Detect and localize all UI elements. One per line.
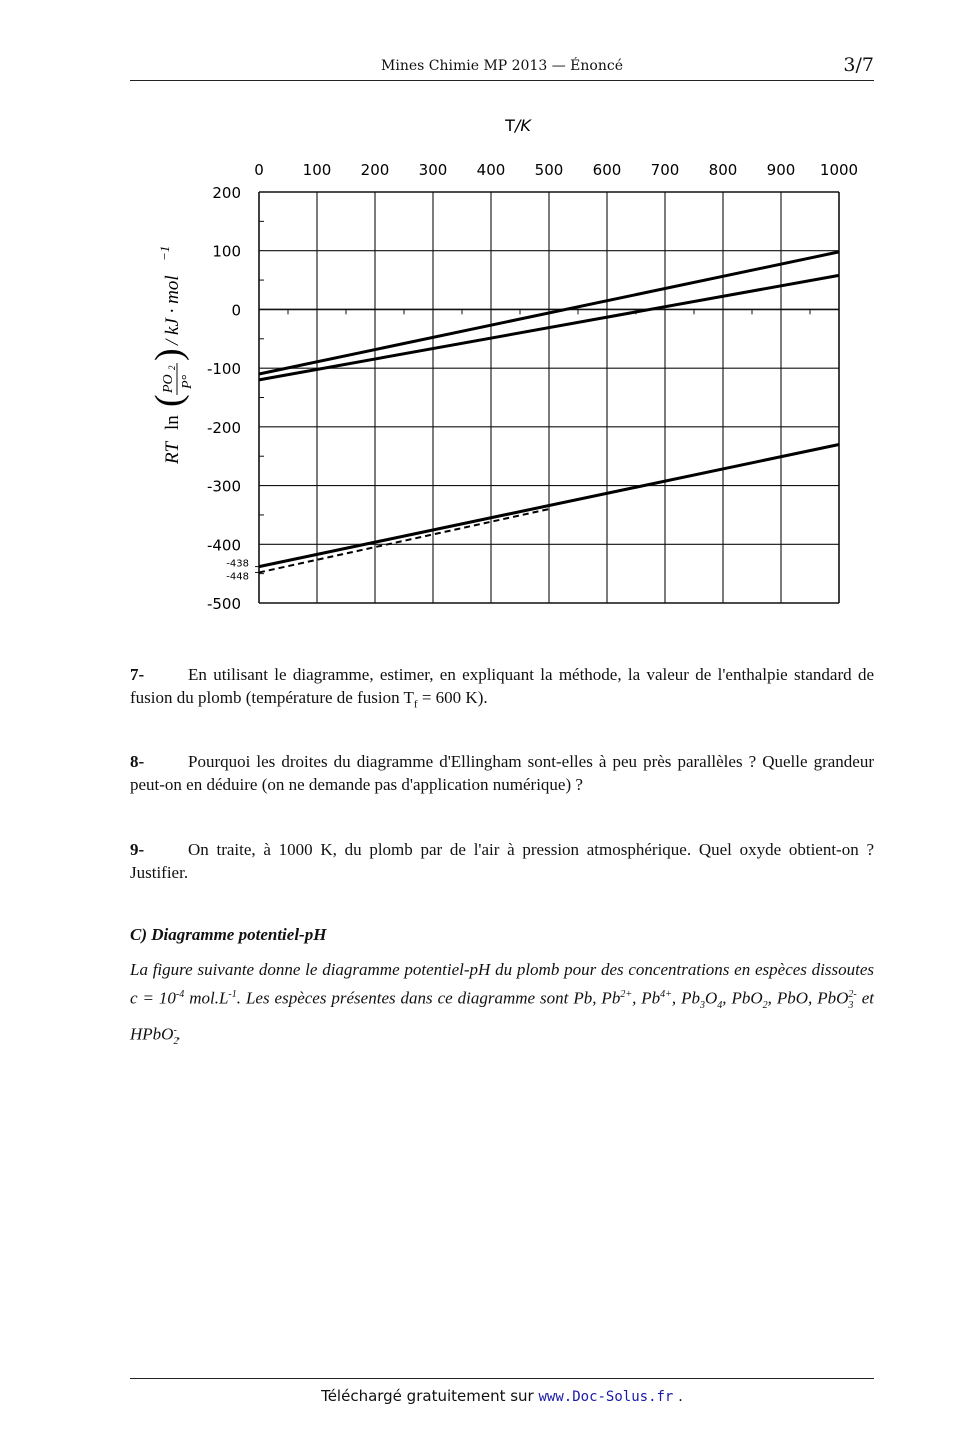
chart-grid <box>259 192 839 603</box>
section-intro: La figure suivante donne le diagramme potentiel-pH du plomb pour des concentrations en espèces dissoutes $c = 10^{-4}$ $mol.L^{-1}$. Les espèces présentes dans ce diagramme sont Pb, $Pb^{2+}$, $Pb^{4+}$, $Pb_3O_4$, PbO$_2$, PbO, PbO$_3^{2-}$ et HPbO$_2$-. <box>130 960 874 1048</box>
chart-ticks <box>207 161 858 613</box>
y-tick-label: 0 <box>231 301 241 320</box>
x-tick-label: 1000 <box>819 161 859 179</box>
svg-text:−1: −1 <box>157 245 172 261</box>
special-y-label: -448 <box>226 571 249 583</box>
svg-text:RT: RT <box>162 441 183 464</box>
y-tick-label: 200 <box>212 184 241 202</box>
question-number: 9- <box>130 840 145 859</box>
section-title: C) Diagramme potentiel-pH <box>130 925 327 944</box>
question-text-end: = 600 K). <box>417 688 488 707</box>
subscript: f <box>413 698 418 711</box>
x-tick-label: 0 <box>254 161 264 179</box>
y-tick-label: -300 <box>206 477 241 496</box>
x-tick-label: 700 <box>650 161 680 179</box>
svg-text:): ) <box>148 348 190 361</box>
svg-text:ln: ln <box>162 415 183 430</box>
svg-text:(: ( <box>148 394 190 407</box>
question-text: En utilisant le diagramme, estimer, en expliquant la méthode, la valeur de l'enthalpie standard de fusion du plomb (température de fusion T <box>130 665 874 707</box>
y-tick-label: -100 <box>206 360 241 379</box>
question-text: On traite, à 1000 K, du plomb par de l'air à pression atmosphérique. Quel oxyde obtient-on ? Justifier. <box>130 840 874 882</box>
ellingham-chart <box>140 105 880 625</box>
y-tick-label: -400 <box>206 536 241 555</box>
x-tick-label: 300 <box>418 161 448 179</box>
x-tick-label: 500 <box>534 161 564 179</box>
svg-text:PO: PO <box>161 374 176 393</box>
question-number: 8- <box>130 752 145 771</box>
y-tick-label: -500 <box>206 595 241 613</box>
x-tick-label: 800 <box>708 161 738 179</box>
footer-text: Téléchargé gratuitement sur www.Doc-Solus.fr . <box>321 1387 683 1405</box>
question-9 <box>130 838 874 884</box>
question-7 <box>130 663 874 716</box>
y-axis-label <box>148 246 195 465</box>
svg-text:2: 2 <box>167 365 177 370</box>
header-title: Mines Chimie MP 2013 — Énoncé <box>381 58 623 74</box>
x-tick-label: 900 <box>766 161 796 179</box>
svg-text:/ kJ · mol: / kJ · mol <box>162 275 183 345</box>
question-number: 7- <box>130 665 145 684</box>
x-tick-label: 600 <box>592 161 622 179</box>
chart-svg <box>140 105 880 625</box>
page-header <box>130 54 874 81</box>
page-number: 3/7 <box>843 54 874 76</box>
page-footer <box>130 1378 874 1405</box>
x-tick-label: 400 <box>476 161 506 179</box>
y-tick-label: 100 <box>212 242 241 261</box>
question-8 <box>130 750 874 796</box>
x-axis-label: T/K <box>505 116 531 135</box>
series-line-4 <box>259 509 549 572</box>
doc-solus-link[interactable]: www.Doc-Solus.fr <box>538 1389 674 1405</box>
svg-text:P°: P° <box>180 374 195 389</box>
x-tick-label: 200 <box>360 161 390 179</box>
question-text: Pourquoi les droites du diagramme d'Ellingham sont-elles à peu près parallèles ? Quelle grandeur peut-on en déduire (on ne demande pas d'application numérique) ? <box>130 752 874 794</box>
y-tick-label: -200 <box>206 418 241 437</box>
x-tick-label: 100 <box>302 161 332 179</box>
special-y-label: -438 <box>226 558 249 570</box>
